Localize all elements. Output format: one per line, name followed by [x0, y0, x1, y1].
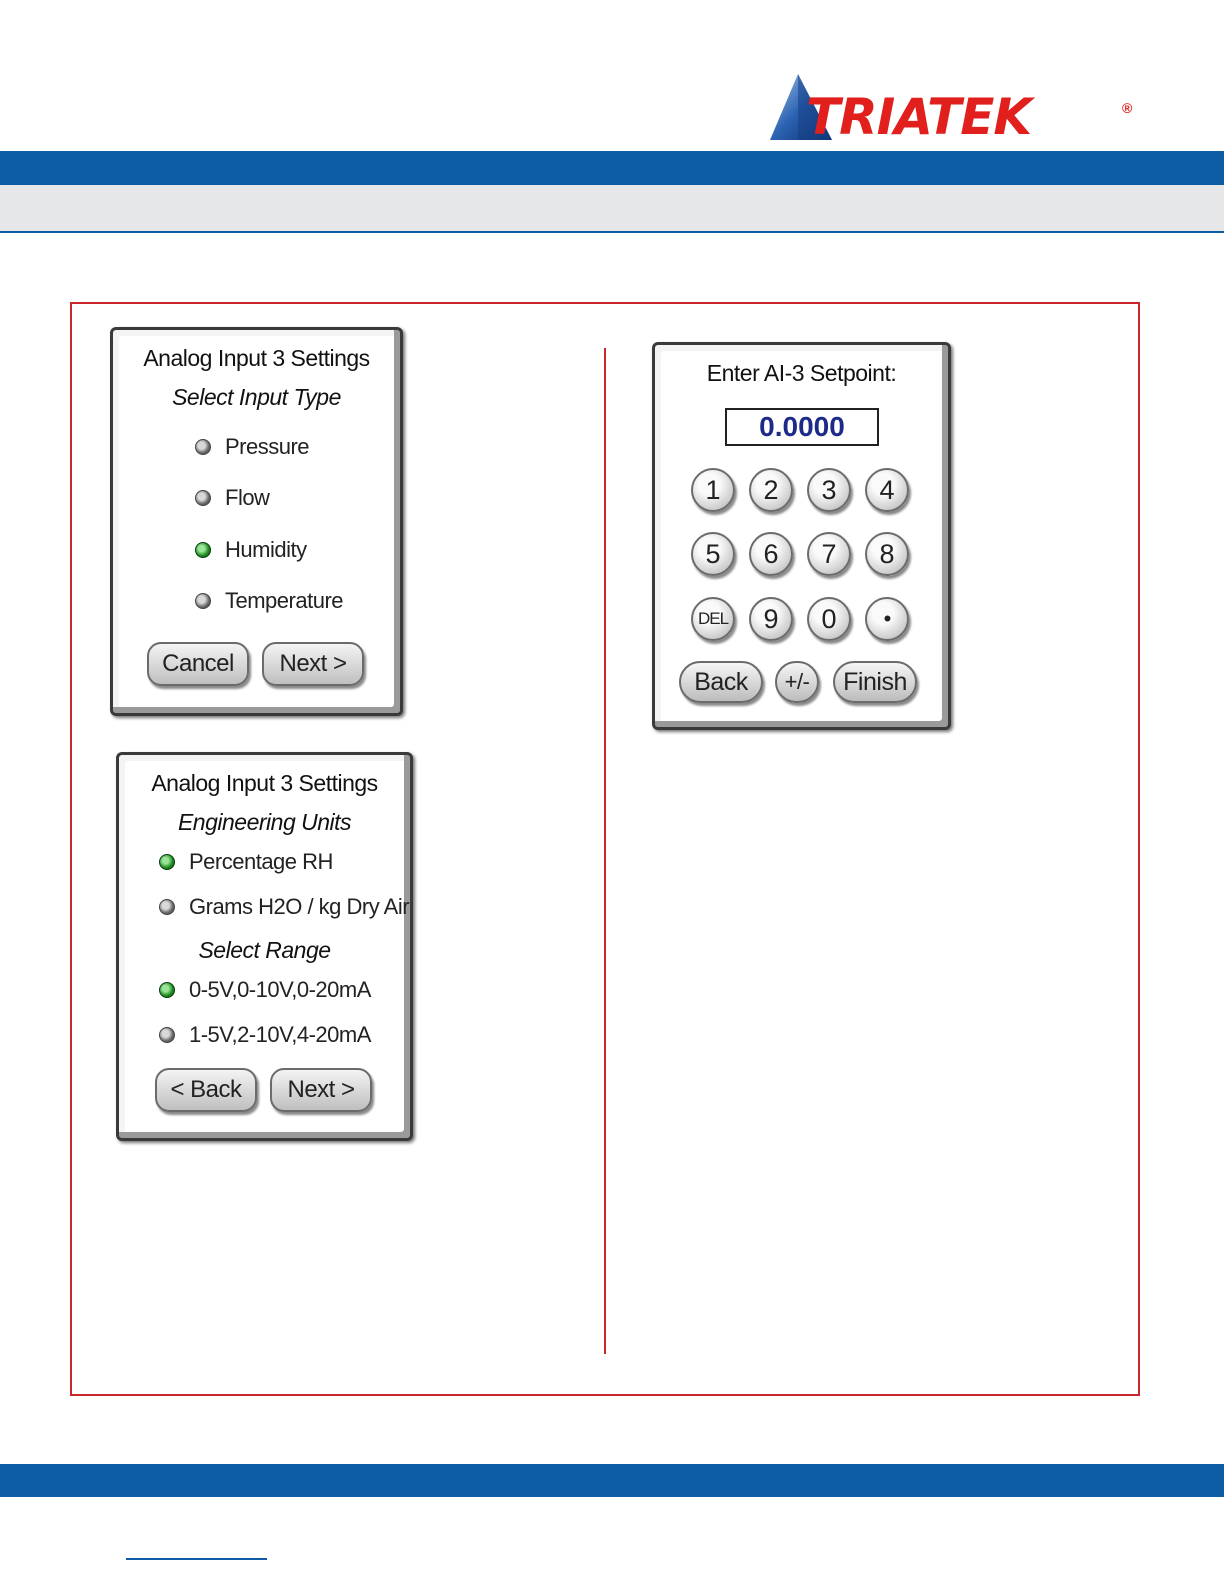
option-flow[interactable]	[195, 485, 269, 511]
back-button[interactable]: < Back	[155, 1068, 257, 1112]
panel-title: Analog Input 3 Settings	[143, 345, 370, 371]
keypad-title: Enter AI-3 Setpoint:	[706, 360, 897, 386]
panel-title: Analog Input 3 Settings	[151, 770, 378, 796]
option-label: Percentage RH	[189, 849, 333, 874]
finish-button[interactable]: Finish	[833, 661, 917, 703]
radio-selected-icon	[159, 854, 175, 870]
sign-toggle-button[interactable]: +/-	[775, 661, 819, 703]
input-type-panel	[110, 327, 403, 716]
option-label: 1-5V,2-10V,4-20mA	[189, 1022, 371, 1047]
column-divider	[604, 348, 606, 1354]
option-label: 0-5V,0-10V,0-20mA	[189, 977, 371, 1002]
option-temperature[interactable]	[195, 588, 343, 614]
footer-band	[0, 1464, 1224, 1497]
radio-icon	[159, 899, 175, 915]
setpoint-value-display: 0.0000	[725, 408, 879, 446]
key-6[interactable]: 6	[749, 532, 793, 576]
keypad-back-button[interactable]: Back	[679, 661, 763, 703]
next-button[interactable]: Next >	[270, 1068, 372, 1112]
option-pressure[interactable]	[195, 434, 309, 460]
option-range-1-5v[interactable]	[159, 1022, 371, 1048]
radio-selected-icon	[159, 982, 175, 998]
key-9[interactable]: 9	[749, 597, 793, 641]
panel-subtitle: Select Input Type	[172, 384, 341, 410]
key-1[interactable]: 1	[691, 468, 735, 512]
option-label: Grams H2O / kg Dry Air	[189, 894, 410, 919]
header-band	[0, 151, 1224, 185]
radio-icon	[195, 593, 211, 609]
option-grams-h2o[interactable]	[159, 894, 409, 920]
radio-icon	[159, 1027, 175, 1043]
key-2[interactable]: 2	[749, 468, 793, 512]
setpoint-keypad-panel	[652, 342, 951, 730]
option-humidity[interactable]	[195, 537, 307, 563]
footer-rule	[126, 1558, 267, 1560]
next-button[interactable]: Next >	[262, 642, 364, 686]
brand-name: TRIATEK	[806, 88, 1032, 146]
option-percentage-rh[interactable]	[159, 849, 333, 875]
units-heading: Engineering Units	[177, 809, 352, 835]
registered-mark: ®	[1122, 100, 1133, 116]
key-4[interactable]: 4	[865, 468, 909, 512]
option-range-0-5v[interactable]	[159, 977, 371, 1003]
option-label: Temperature	[225, 588, 344, 613]
range-heading: Select Range	[198, 937, 331, 963]
cancel-button[interactable]: Cancel	[147, 642, 249, 686]
option-label: Humidity	[225, 537, 307, 562]
radio-icon	[195, 490, 211, 506]
key-delete[interactable]: DEL	[691, 597, 735, 641]
key-3[interactable]: 3	[807, 468, 851, 512]
engineering-units-panel	[116, 752, 413, 1141]
key-8[interactable]: 8	[865, 532, 909, 576]
header-subband	[0, 185, 1224, 233]
key-0[interactable]: 0	[807, 597, 851, 641]
option-label: Flow	[225, 485, 270, 510]
key-7[interactable]: 7	[807, 532, 851, 576]
key-decimal[interactable]: •	[865, 597, 909, 641]
radio-icon	[195, 439, 211, 455]
key-5[interactable]: 5	[691, 532, 735, 576]
radio-selected-icon	[195, 542, 211, 558]
option-label: Pressure	[225, 434, 310, 459]
